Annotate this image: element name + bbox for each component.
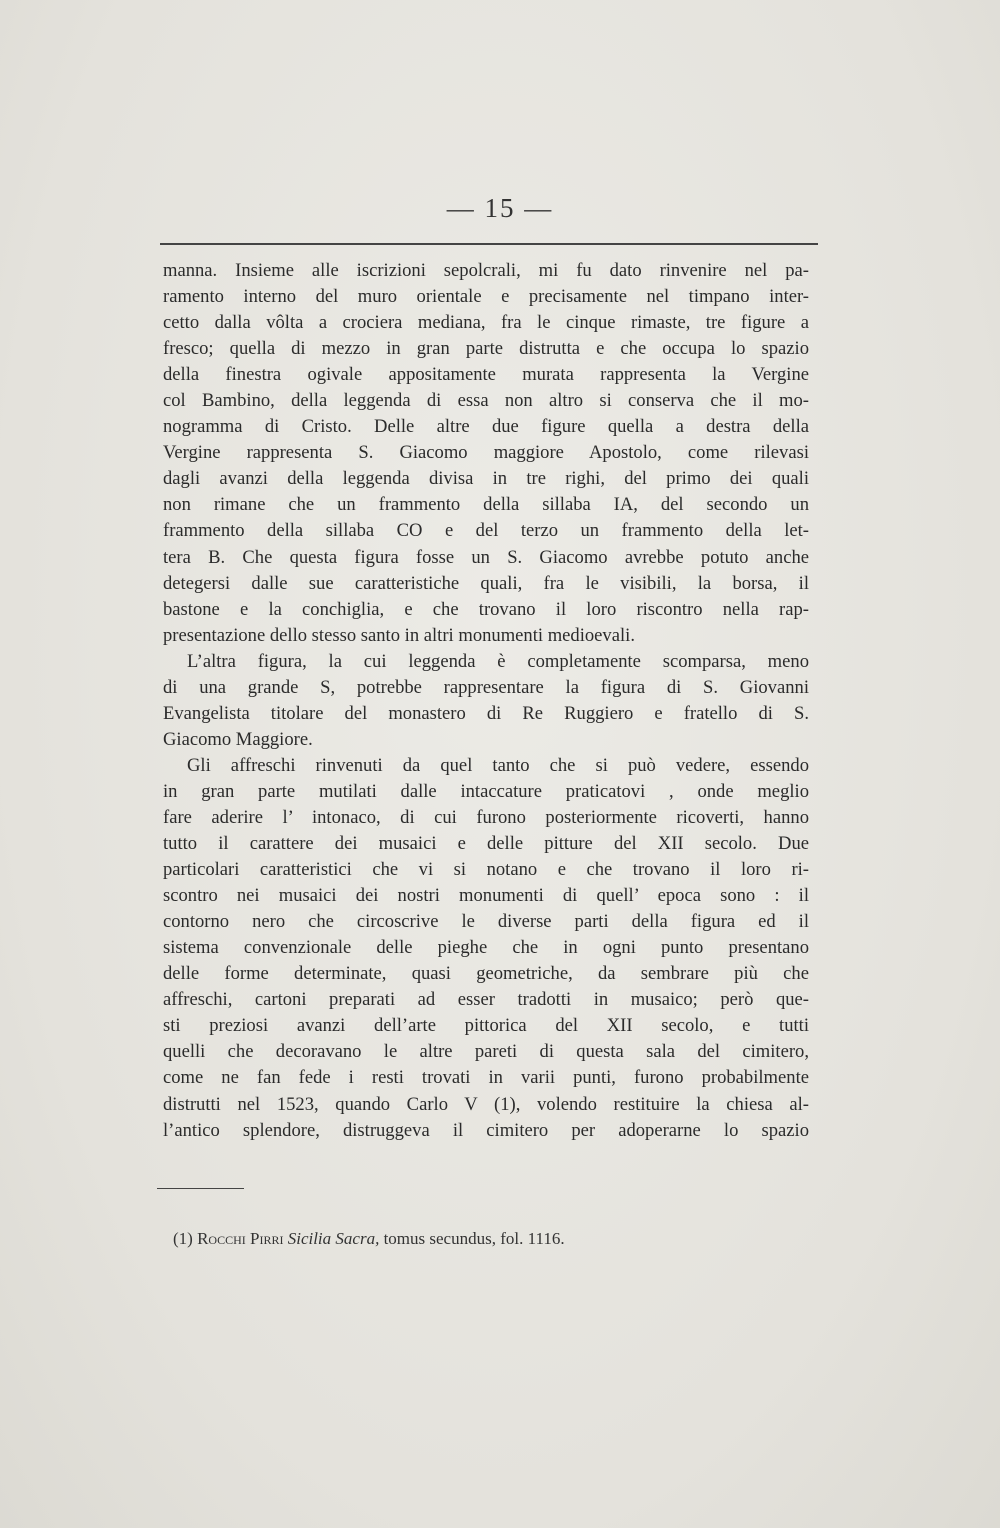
text-line: frammento della sillaba CO e del terzo un frammento della let- <box>163 520 809 542</box>
page-number: — 15 — <box>446 193 554 223</box>
text-line: sistema convenzionale delle pieghe che in ogni punto presentano <box>163 937 809 959</box>
text-line: L’altra figura, la cui leggenda è completamente scomparsa, meno <box>187 650 809 672</box>
body-text <box>163 258 809 1144</box>
text-line: della finestra ogivale appositamente murata rappresenta la Vergine <box>163 364 809 386</box>
text-line: scontro nei musaici dei nostri monumenti di quell’ epoca sono : il <box>163 885 809 907</box>
text-line: Vergine rappresenta S. Giacomo maggiore Apostolo, come rilevasi <box>163 442 809 464</box>
text-line: tutto il carattere dei musaici e delle pitture del XII secolo. Due <box>163 833 809 855</box>
text-line: contorno nero che circoscrive le diverse parti della figura ed il <box>163 911 809 933</box>
text-line: bastone e la conchiglia, e che trovano il loro riscontro nella rap- <box>163 598 809 620</box>
text-line: quelli che decoravano le altre pareti di questa sala del cimitero, <box>163 1041 809 1063</box>
footnote-reference: tomus secundus, fol. 1116. <box>383 1229 565 1248</box>
text-line: come ne fan fede i resti trovati in varii punti, furono probabilmente <box>163 1067 809 1089</box>
text-line: fresco; quella di mezzo in gran parte distrutta e che occupa lo spazio <box>163 338 809 360</box>
text-line: presentazione dello stesso santo in altri monumenti medioevali. <box>163 624 635 646</box>
footnote-title: Sicilia Sacra, <box>287 1229 380 1248</box>
paragraph-3 <box>163 753 809 1144</box>
text-line: fare aderire l’ intonaco, di cui furono posteriormente ricoverti, hanno <box>163 806 809 828</box>
text-line: Giacomo Maggiore. <box>163 728 313 750</box>
text-line: tera B. Che questa figura fosse un S. Giacomo avrebbe potuto anche <box>163 546 809 568</box>
text-line: Gli affreschi rinvenuti da quel tanto che si può vedere, essendo <box>187 754 809 776</box>
text-line: non rimane che un frammento della sillaba IA, del secondo un <box>163 494 809 516</box>
text-line: distrutti nel 1523, quando Carlo V (1), volendo restituire la chiesa al- <box>163 1093 809 1115</box>
text-line: manna. Insieme alle iscrizioni sepolcrali, mi fu dato rinvenire nel pa- <box>163 260 809 281</box>
text-line: particolari caratteristici che vi si notano e che trovano il loro ri- <box>163 859 809 881</box>
text-line: col Bambino, della leggenda di essa non altro si conserva che il mo- <box>163 390 809 412</box>
text-line: Evangelista titolare del monastero di Re Ruggiero e fratello di S. <box>163 702 809 724</box>
footnote-rule <box>157 1188 244 1189</box>
text-line: detegersi dalle sue caratteristiche quali, fra le visibili, la borsa, il <box>163 572 809 594</box>
text-line: in gran parte mutilati dalle intaccature praticatovi , onde meglio <box>163 780 809 802</box>
text-line: nogramma di Cristo. Delle altre due figure quella a destra della <box>163 416 809 438</box>
footnote <box>173 1229 733 1249</box>
footnote-author: Rocchi Pirri <box>197 1229 284 1248</box>
text-line: dagli avanzi della leggenda divisa in tre righi, del primo dei quali <box>163 468 809 490</box>
text-line: sti preziosi avanzi dell’arte pittorica del XII secolo, e tutti <box>163 1015 809 1037</box>
text-line: ramento interno del muro orientale e precisamente nel timpano inter- <box>163 286 809 308</box>
footnote-marker: (1) <box>173 1229 193 1248</box>
paragraph-2 <box>163 649 809 753</box>
text-line: affreschi, cartoni preparati ad esser tradotti in musaico; però que- <box>163 989 809 1011</box>
header-rule <box>160 243 818 245</box>
text-line: cetto dalla vôlta a crociera mediana, fra le cinque rimaste, tre figure a <box>163 312 809 334</box>
text-line: delle forme determinate, quasi geometriche, da sembrare più che <box>163 963 809 985</box>
paragraph-1 <box>163 258 809 649</box>
text-line: di una grande S, potrebbe rappresentare la figura di S. Giovanni <box>163 676 809 698</box>
text-line: l’antico splendore, distruggeva il cimitero per adoperarne lo spazio <box>163 1119 809 1141</box>
